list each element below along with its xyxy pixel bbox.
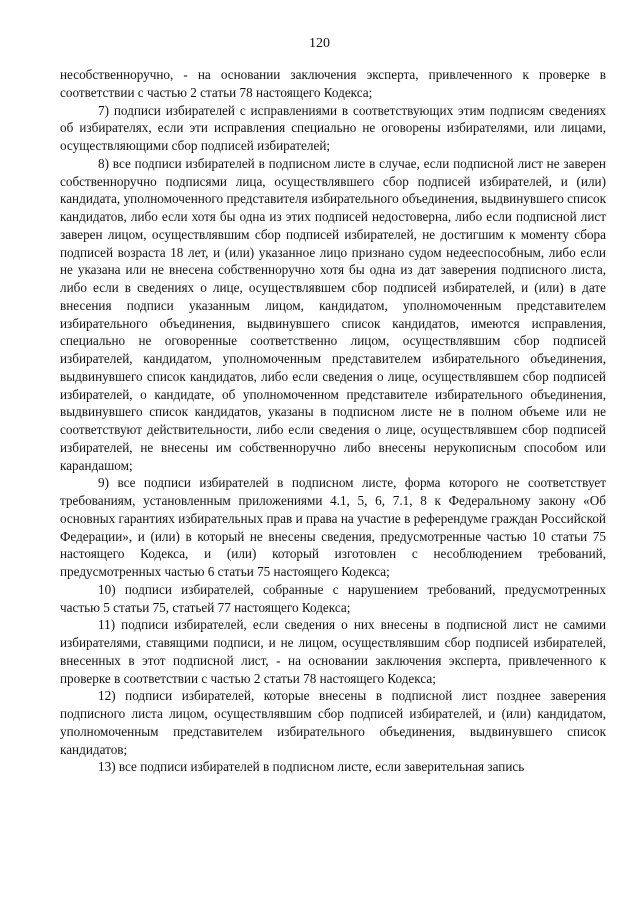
- document-body: [60, 66, 606, 776]
- paragraph-item-13: 13) все подписи избирателей в подписном листе, если заверительная запись: [98, 759, 525, 775]
- paragraph-item-7: 7) подписи избирателей с исправлениями в соответствующих этим подписям сведениях об избирателях, если эти исправления специально не оговорены избирателями, или лицами, осуществляющими сбор подписей избирателей;: [60, 102, 606, 153]
- paragraph-item-9: 9) все подписи избирателей в подписном листе, форма которого не соответствует требованиям, установленным приложениями 4.1, 5, 6, 7.1, 8 к Федеральному закону «Об основных гарантиях избирательных прав и права на участие в референдуме граждан Российской Федерации», и (или) в который не внесены сведения, предусмотренные частью 10 статьи 75 настоящего Кодекса, и (или) который изготовлен с несоблюдением требований, предусмотренных частью 6 статьи 75 настоящего Кодекса;: [60, 475, 606, 579]
- paragraph-item-11: 11) подписи избирателей, если сведения о них внесены в подписной лист не самими избирателями, ставящими подписи, и не лицом, осуществлявшим сбор подписей избирателей, внесенных в этот подписной лист, - на основании заключения эксперта, привлеченного к проверке в соответствии с частью 2 статьи 78 настоящего Кодекса;: [60, 617, 606, 686]
- page-number: 120: [309, 36, 330, 51]
- paragraph-item-8: 8) все подписи избирателей в подписном листе в случае, если подписной лист не заверен собственноручно подписями лица, осуществлявшего сбор подписей избирателей, и (или) кандидата, уполномоченного представителя избирательного объединения, выдвинувшего список кандидатов, либо если хотя бы одна из этих подписей недостоверна, либо если подписной лист заверен лицом, осуществлявшим сбор подписей избирателей, не достигшим к моменту сбора подписей возраста 18 лет, и (или) указанное лицо признано судом недееспособным, либо если не указана или не внесена собственноручно хотя бы одна из дат заверения подписного листа, либо если в сведениях о лице, осуществлявшем сбор подписей избирателей, и (или) в дате внесения подписи указанным лицом, кандидатом, уполномоченным представителем избирательного объединения, выдвинувшего список кандидатов, имеются исправления, специально не оговоренные соответственно лицом, осуществлявшим сбор подписей избирателей, кандидатом, уполномоченным представителем избирательного объединения, выдвинувшего список кандидатов, либо если сведения о лице, осуществлявшем сбор подписей избирателей, о кандидате, об уполномоченном представителе избирательного объединения, выдвинувшего список кандидатов, указаны в подписном листе не в полном объеме или не соответствуют действительности, либо если сведения о лице, осуществлявшем сбор подписей избирателей, не внесены им собственноручно либо внесены нерукописным способом или карандашом;: [60, 155, 606, 473]
- paragraph-item-12: 12) подписи избирателей, которые внесены в подписной лист позднее заверения подписного листа лицом, осуществлявшим сбор подписей избирателей, и (или) кандидатом, уполномоченным представителем избирательного объединения, выдвинувшего список кандидатов;: [60, 688, 606, 757]
- paragraph-item-10: 10) подписи избирателей, собранные с нарушением требований, предусмотренных частью 5 статьи 75, статьей 77 настоящего Кодекса;: [60, 581, 606, 615]
- paragraph-continuation: несобственноручно, - на основании заключения эксперта, привлеченного к проверке в соответствии с частью 2 статьи 78 настоящего Кодекса;: [60, 67, 606, 100]
